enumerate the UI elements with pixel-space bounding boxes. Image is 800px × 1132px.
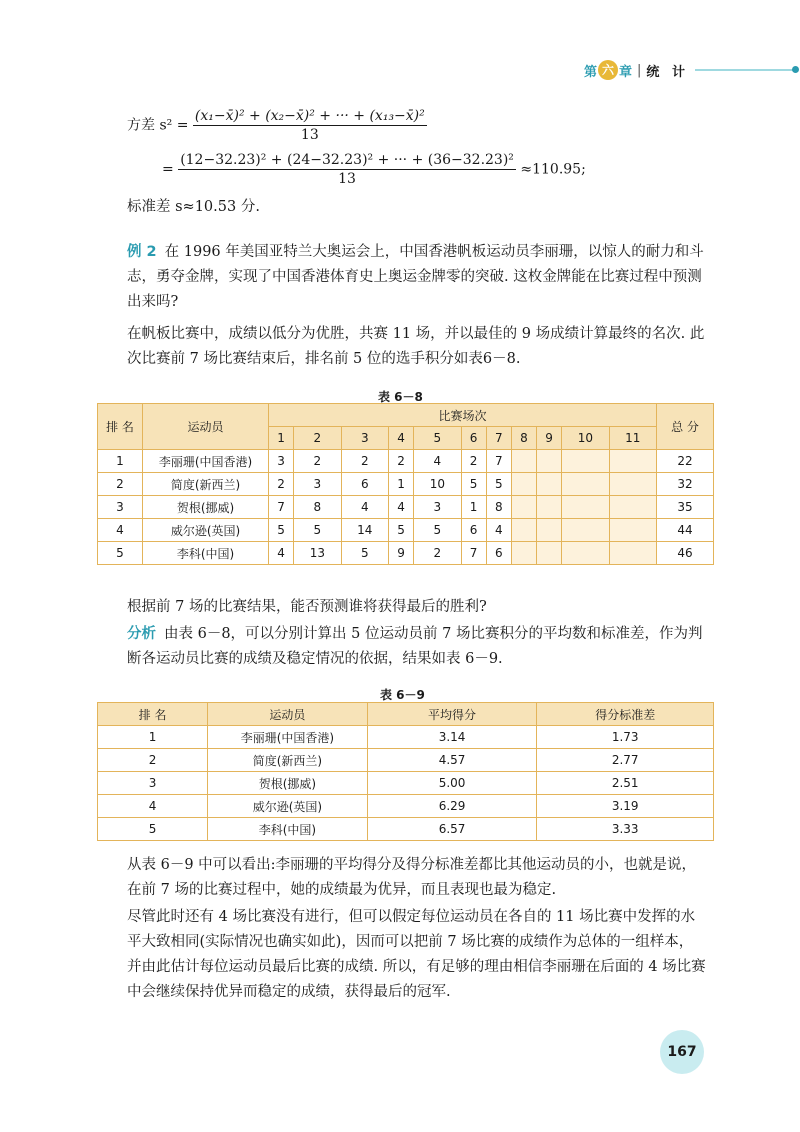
score-cell: [562, 496, 609, 519]
score-cell: 2: [269, 473, 294, 496]
athlete-cell: 简度(新西兰): [143, 473, 269, 496]
example-paragraph: [127, 240, 707, 315]
analysis-label: 分析: [127, 626, 156, 642]
computation-fraction: [178, 152, 516, 187]
score-cell: [562, 450, 609, 473]
stats-cell: 3.33: [537, 818, 714, 841]
score-cell: [537, 450, 562, 473]
round-header: 10: [562, 427, 609, 450]
table-row: [98, 749, 714, 772]
score-cell: 7: [461, 542, 486, 565]
stats-table: [97, 702, 714, 841]
rank-cell: 5: [98, 542, 143, 565]
rules-paragraph: 在帆板比赛中，成绩以低分为优胜，共赛 11 场，并以最佳的 9 场成绩计算最终的名次. 此次比赛前 7 场比赛结束后，排名前 5 位的选手积分如表6－8.: [127, 326, 705, 367]
variance-fraction: [193, 108, 427, 143]
col-total: 总 分: [657, 404, 714, 450]
score-cell: [562, 519, 609, 542]
score-cell: 5: [269, 519, 294, 542]
total-cell: 32: [657, 473, 714, 496]
rank-cell: 4: [98, 519, 143, 542]
computation-numerator: (12−32.23)² + (24−32.23)² + ··· + (36−32.23)²: [180, 152, 514, 168]
round-header: 6: [461, 427, 486, 450]
score-cell: 4: [341, 496, 388, 519]
score-cell: [511, 519, 536, 542]
score-cell: [609, 519, 656, 542]
variance-formula: [127, 108, 427, 143]
round-header: 11: [609, 427, 656, 450]
score-cell: 5: [461, 473, 486, 496]
table-row: [98, 450, 714, 473]
example-text: 在 1996 年美国亚特兰大奥运会上，中国香港帆板运动员李丽珊，以惊人的耐力和斗志，勇夺金牌，实现了中国香港体育史上奥运金牌零的突破. 这枚金牌能在比赛过程中预测出来吗?: [127, 244, 704, 310]
score-cell: [537, 542, 562, 565]
athlete-cell: 贺根(挪威): [143, 496, 269, 519]
score-cell: 2: [388, 450, 413, 473]
header-separator: |: [637, 62, 642, 78]
score-cell: 2: [294, 450, 341, 473]
stats-header: 平均得分: [367, 703, 537, 726]
stats-header: 得分标准差: [537, 703, 714, 726]
score-cell: [609, 542, 656, 565]
variance-computation: [162, 152, 586, 187]
score-cell: [511, 542, 536, 565]
table1-caption: 表 6－8: [378, 390, 423, 404]
score-cell: 5: [414, 519, 461, 542]
rank-cell: 2: [98, 473, 143, 496]
score-cell: 6: [341, 473, 388, 496]
round-header: 1: [269, 427, 294, 450]
variance-label: 方差 s² =: [127, 117, 189, 134]
table2-caption: 表 6－9: [380, 688, 425, 702]
stats-header: 运动员: [208, 703, 368, 726]
athlete-cell: 威尔逊(英国): [143, 519, 269, 542]
stats-cell: 2: [98, 749, 208, 772]
score-cell: 2: [461, 450, 486, 473]
table-row: [98, 818, 714, 841]
round-header: 5: [414, 427, 461, 450]
stats-cell: 2.77: [537, 749, 714, 772]
score-cell: [609, 496, 656, 519]
stats-cell: 4.57: [367, 749, 537, 772]
score-cell: 3: [269, 450, 294, 473]
page-number: 167: [660, 1030, 704, 1074]
example-label: 例 2: [127, 244, 157, 260]
header-dot-icon: [792, 66, 799, 73]
score-cell: 7: [486, 450, 511, 473]
conclusion-paragraph-2: 尽管此时还有 4 场比赛没有进行，但可以假定每位运动员在各自的 11 场比赛中发挥的水平大致相同(实际情况也确实如此)，因而可以把前 7 场比赛的成绩作为总体的一组样本，并由此估计每位运动员最后比赛的成绩. 所以，有足够的理由相信李丽珊在后面的 4 场比赛中会继续保持优异而稳定的成绩，获得最后的冠军.: [127, 909, 706, 1000]
stats-cell: 李科(中国): [208, 818, 368, 841]
table-row: [98, 772, 714, 795]
score-cell: [537, 473, 562, 496]
variance-denominator: 13: [300, 127, 319, 143]
score-cell: 5: [486, 473, 511, 496]
score-cell: [609, 473, 656, 496]
chapter-title: 统 计: [646, 64, 689, 80]
score-cell: [511, 450, 536, 473]
computation-denominator: 13: [338, 171, 356, 187]
question-line: 根据前 7 场的比赛结果，能否预测谁将获得最后的胜利?: [127, 599, 487, 615]
stats-cell: 5: [98, 818, 208, 841]
stats-cell: 1: [98, 726, 208, 749]
stats-cell: 3: [98, 772, 208, 795]
conclusion-paragraph-1: 从表 6－9 中可以看出:李丽珊的平均得分及得分标准差都比其他运动员的小，也就是说，在前 7 场的比赛过程中，她的成绩最为优异，而且表现也最为稳定.: [127, 857, 697, 898]
table-row: [98, 542, 714, 565]
score-cell: [511, 496, 536, 519]
stats-cell: 贺根(挪威): [208, 772, 368, 795]
score-cell: 4: [486, 519, 511, 542]
stats-cell: 6.57: [367, 818, 537, 841]
score-cell: 2: [341, 450, 388, 473]
chapter-suffix: 章: [619, 64, 633, 80]
stats-cell: 3.19: [537, 795, 714, 818]
score-cell: 3: [294, 473, 341, 496]
athlete-cell: 李丽珊(中国香港): [143, 450, 269, 473]
stats-cell: 2.51: [537, 772, 714, 795]
score-cell: [511, 473, 536, 496]
variance-result: ≈110.95;: [520, 161, 586, 178]
score-cell: 8: [294, 496, 341, 519]
score-cell: 7: [269, 496, 294, 519]
stats-cell: 威尔逊(英国): [208, 795, 368, 818]
stats-cell: 4: [98, 795, 208, 818]
stats-cell: 李丽珊(中国香港): [208, 726, 368, 749]
score-cell: 13: [294, 542, 341, 565]
score-cell: 4: [388, 496, 413, 519]
round-header: 2: [294, 427, 341, 450]
score-cell: [562, 473, 609, 496]
score-cell: 2: [414, 542, 461, 565]
score-cell: 1: [388, 473, 413, 496]
chapter-number: 六: [598, 60, 618, 80]
chapter-prefix: 第: [584, 64, 598, 80]
athlete-cell: 李科(中国): [143, 542, 269, 565]
score-cell: 9: [388, 542, 413, 565]
score-cell: [609, 450, 656, 473]
score-cell: 6: [486, 542, 511, 565]
table-row: [98, 795, 714, 818]
score-cell: 8: [486, 496, 511, 519]
chapter-header: [584, 58, 695, 82]
equals-sign: =: [162, 161, 174, 178]
score-cell: [537, 519, 562, 542]
rank-cell: 1: [98, 450, 143, 473]
round-header: 4: [388, 427, 413, 450]
round-header: 8: [511, 427, 536, 450]
table-row: [98, 726, 714, 749]
score-cell: 14: [341, 519, 388, 542]
score-cell: 5: [341, 542, 388, 565]
score-cell: 4: [414, 450, 461, 473]
stats-cell: 简度(新西兰): [208, 749, 368, 772]
col-rounds: 比赛场次: [269, 404, 657, 427]
analysis-text: 由表 6－8，可以分别计算出 5 位运动员前 7 场比赛积分的平均数和标准差，作为判断各运动员比赛的成绩及稳定情况的依据，结果如表 6－9.: [127, 626, 703, 667]
score-cell: 5: [294, 519, 341, 542]
score-cell: [537, 496, 562, 519]
stats-header: 排 名: [98, 703, 208, 726]
total-cell: 46: [657, 542, 714, 565]
stats-cell: 3.14: [367, 726, 537, 749]
total-cell: 44: [657, 519, 714, 542]
total-cell: 22: [657, 450, 714, 473]
table-row: [98, 473, 714, 496]
round-header: 7: [486, 427, 511, 450]
score-cell: 10: [414, 473, 461, 496]
score-cell: [562, 542, 609, 565]
stddev-line: 标准差 s≈10.53 分.: [127, 199, 260, 215]
total-cell: 35: [657, 496, 714, 519]
rank-cell: 3: [98, 496, 143, 519]
stats-cell: 5.00: [367, 772, 537, 795]
col-rank: 排 名: [98, 404, 143, 450]
score-cell: 1: [461, 496, 486, 519]
score-cell: 3: [414, 496, 461, 519]
col-athlete: 运动员: [143, 404, 269, 450]
round-header: 9: [537, 427, 562, 450]
table-row: [98, 519, 714, 542]
stats-cell: 6.29: [367, 795, 537, 818]
variance-numerator: (x₁−x̄)² + (x₂−x̄)² + ··· + (x₁₃−x̄)²: [194, 108, 425, 124]
analysis-paragraph: [127, 622, 707, 672]
score-cell: 5: [388, 519, 413, 542]
table-row: [98, 496, 714, 519]
round-header: 3: [341, 427, 388, 450]
scores-table: [97, 403, 714, 565]
score-cell: 4: [269, 542, 294, 565]
stats-cell: 1.73: [537, 726, 714, 749]
score-cell: 6: [461, 519, 486, 542]
